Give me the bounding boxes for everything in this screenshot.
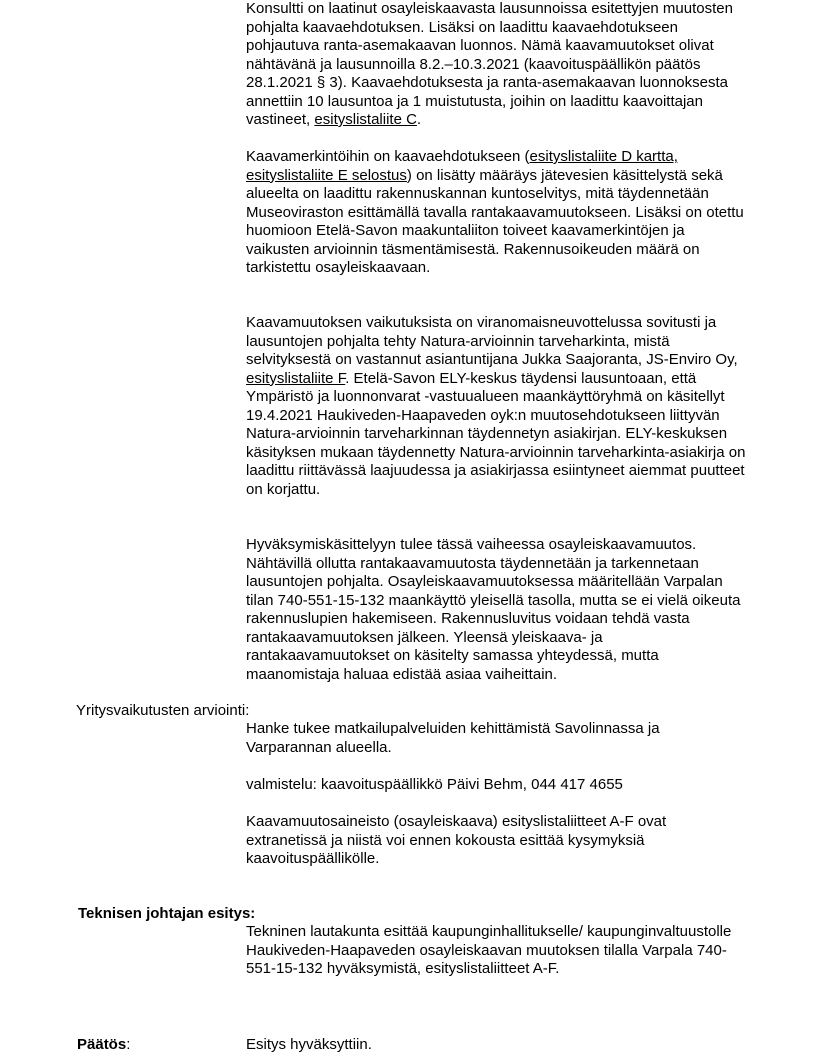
paragraph-text: Konsultti on laatinut osayleiskaavasta lausunnoissa esitettyjen muutosten pohjalta kaavaehdotuksen. Lisäksi on laadittu kaavaehdotukseen pohjautuva ranta-asemakaavan luonnos. Nämä kaavamuutokset olivat nähtävänä ja lausunnoilla 8.2.–10.3.2021 (kaavoituspäällikön päätös 28.1.2021 § 3). Kaavaehdotuksesta ja ranta-asemakaavan luonnoksesta annettiin 10 lausuntoa ja 1 muistutusta, joihin on laadittu kaavoittajan vastineet, <box>246 0 733 128</box>
paragraph-text-end: . Etelä-Savon ELY-keskus täydensi lausuntoaan, että Ympäristö ja luonnonvarat -vastuualueen maankäyttöryhmä on käsitellyt 19.4.2021 Haukiveden-Haapaveden oyk:n muutosehdotukseen liittyvän Natura-arvioinnin tarveharkinnan täydennetyn asiakirjan. ELY-keskuksen käsityksen mukaan täydennetty Natura-arvioinnin tarveharkinta-asiakirja on laadittu riittävässä laajuudessa ja asiakirjassa esiintyneet aiemmat puutteet on korjattu. <box>246 369 746 498</box>
paragraph-text-end: . <box>416 111 422 128</box>
paragraph-yritysvaikutukset: Hanke tukee matkailupalveluiden kehittämistä Savolinnassa ja Varparannan alueella. <box>246 720 660 756</box>
paragraph-text: Kaavamerkintöihin on kaavaehdotukseen ( <box>246 148 530 165</box>
attachment-link-d-e[interactable]: esityslistaliite D kartta, esityslistaliite E selostus <box>246 148 678 184</box>
attachment-link-c[interactable]: esityslistaliite C <box>314 111 417 128</box>
paragraph-kaavamerkinnat <box>246 148 746 278</box>
paragraph-esitys: Tekninen lautakunta esittää kaupunginhallitukselle/ kaupunginvaltuustolle Haukiveden-Haapaveden osayleiskaavan muutoksen tilalla Varpala 740-551-15-132 hyväksymistä, esityslistaliitteet A-F. <box>246 923 732 977</box>
paragraph-text: Kaavamuutoksen vaikutuksista on viranomaisneuvottelussa sovitusti ja lausuntojen pohjalta tehty Natura-arvioinnin tarveharkinta, mistä selvityksestä on vastannut asiantuntijana Jukka Saajoranta, JS-Enviro Oy, <box>246 314 738 368</box>
paatos-label-colon: : <box>126 1036 131 1053</box>
section-label-paatos <box>77 1036 130 1055</box>
section-label-yritysvaikutukset: Yritysvaikutusten arviointi: <box>76 702 250 719</box>
paragraph-hyvaksymiskasittely: Hyväksymiskäsittelyyn tulee tässä vaiheessa osayleiskaavamuutos. Nähtävillä ollutta rantakaavamuutosta täydennetään ja tarkennetaan lausuntojen pohjalta. Osayleiskaavamuutoksessa määritellään Varpalan tilan 740-551-15-132 maankäyttö yleisellä tasolla, mutta se ei vielä oikeuta rakennuslupien hakemiseen. Rakennusluvitus voidaan tehdä vasta rantakaavamuutoksen jälkeen. Yleensä yleiskaava- ja rantakaavamuutokset on käsitelty samassa yhteydessä, mutta maanomistaja haluaa edistää asiaa vaiheittain. <box>246 536 741 683</box>
paragraph-kaavaehdotus <box>246 0 746 130</box>
paragraph-valmistelu: valmistelu: kaavoituspäällikkö Päivi Behm, 044 417 4655 <box>246 776 623 793</box>
paragraph-paatos: Esitys hyväksyttiin. <box>246 1036 372 1053</box>
attachment-link-f[interactable]: esityslistaliite F <box>246 369 346 387</box>
paragraph-vaikutukset <box>246 314 746 499</box>
section-label-esitys: Teknisen johtajan esitys: <box>78 905 256 922</box>
paragraph-aineisto: Kaavamuutosaineisto (osayleiskaava) esityslistaliitteet A-F ovat extranetissä ja niistä voi ennen kokousta esittää kysymyksiä kaavoituspäällikölle. <box>246 813 667 867</box>
paragraph-text-end: ) on lisätty määräys jätevesien käsittelystä sekä alueelta on laadittu rakennuskannan kuntoselvitys, mitä täydennetään Museoviraston esittämällä tavalla rantakaavamuutokseen. Lisäksi on otettu huomioon Etelä-Savon maakuntaliiton toiveet kaavamerkintöjen ja vaikusten arvioinnin täsmentämisestä. Rakennusoikeuden määrä on tarkistettu osayleiskaavaan. <box>246 166 744 276</box>
paatos-label-text: Päätös <box>77 1036 127 1053</box>
